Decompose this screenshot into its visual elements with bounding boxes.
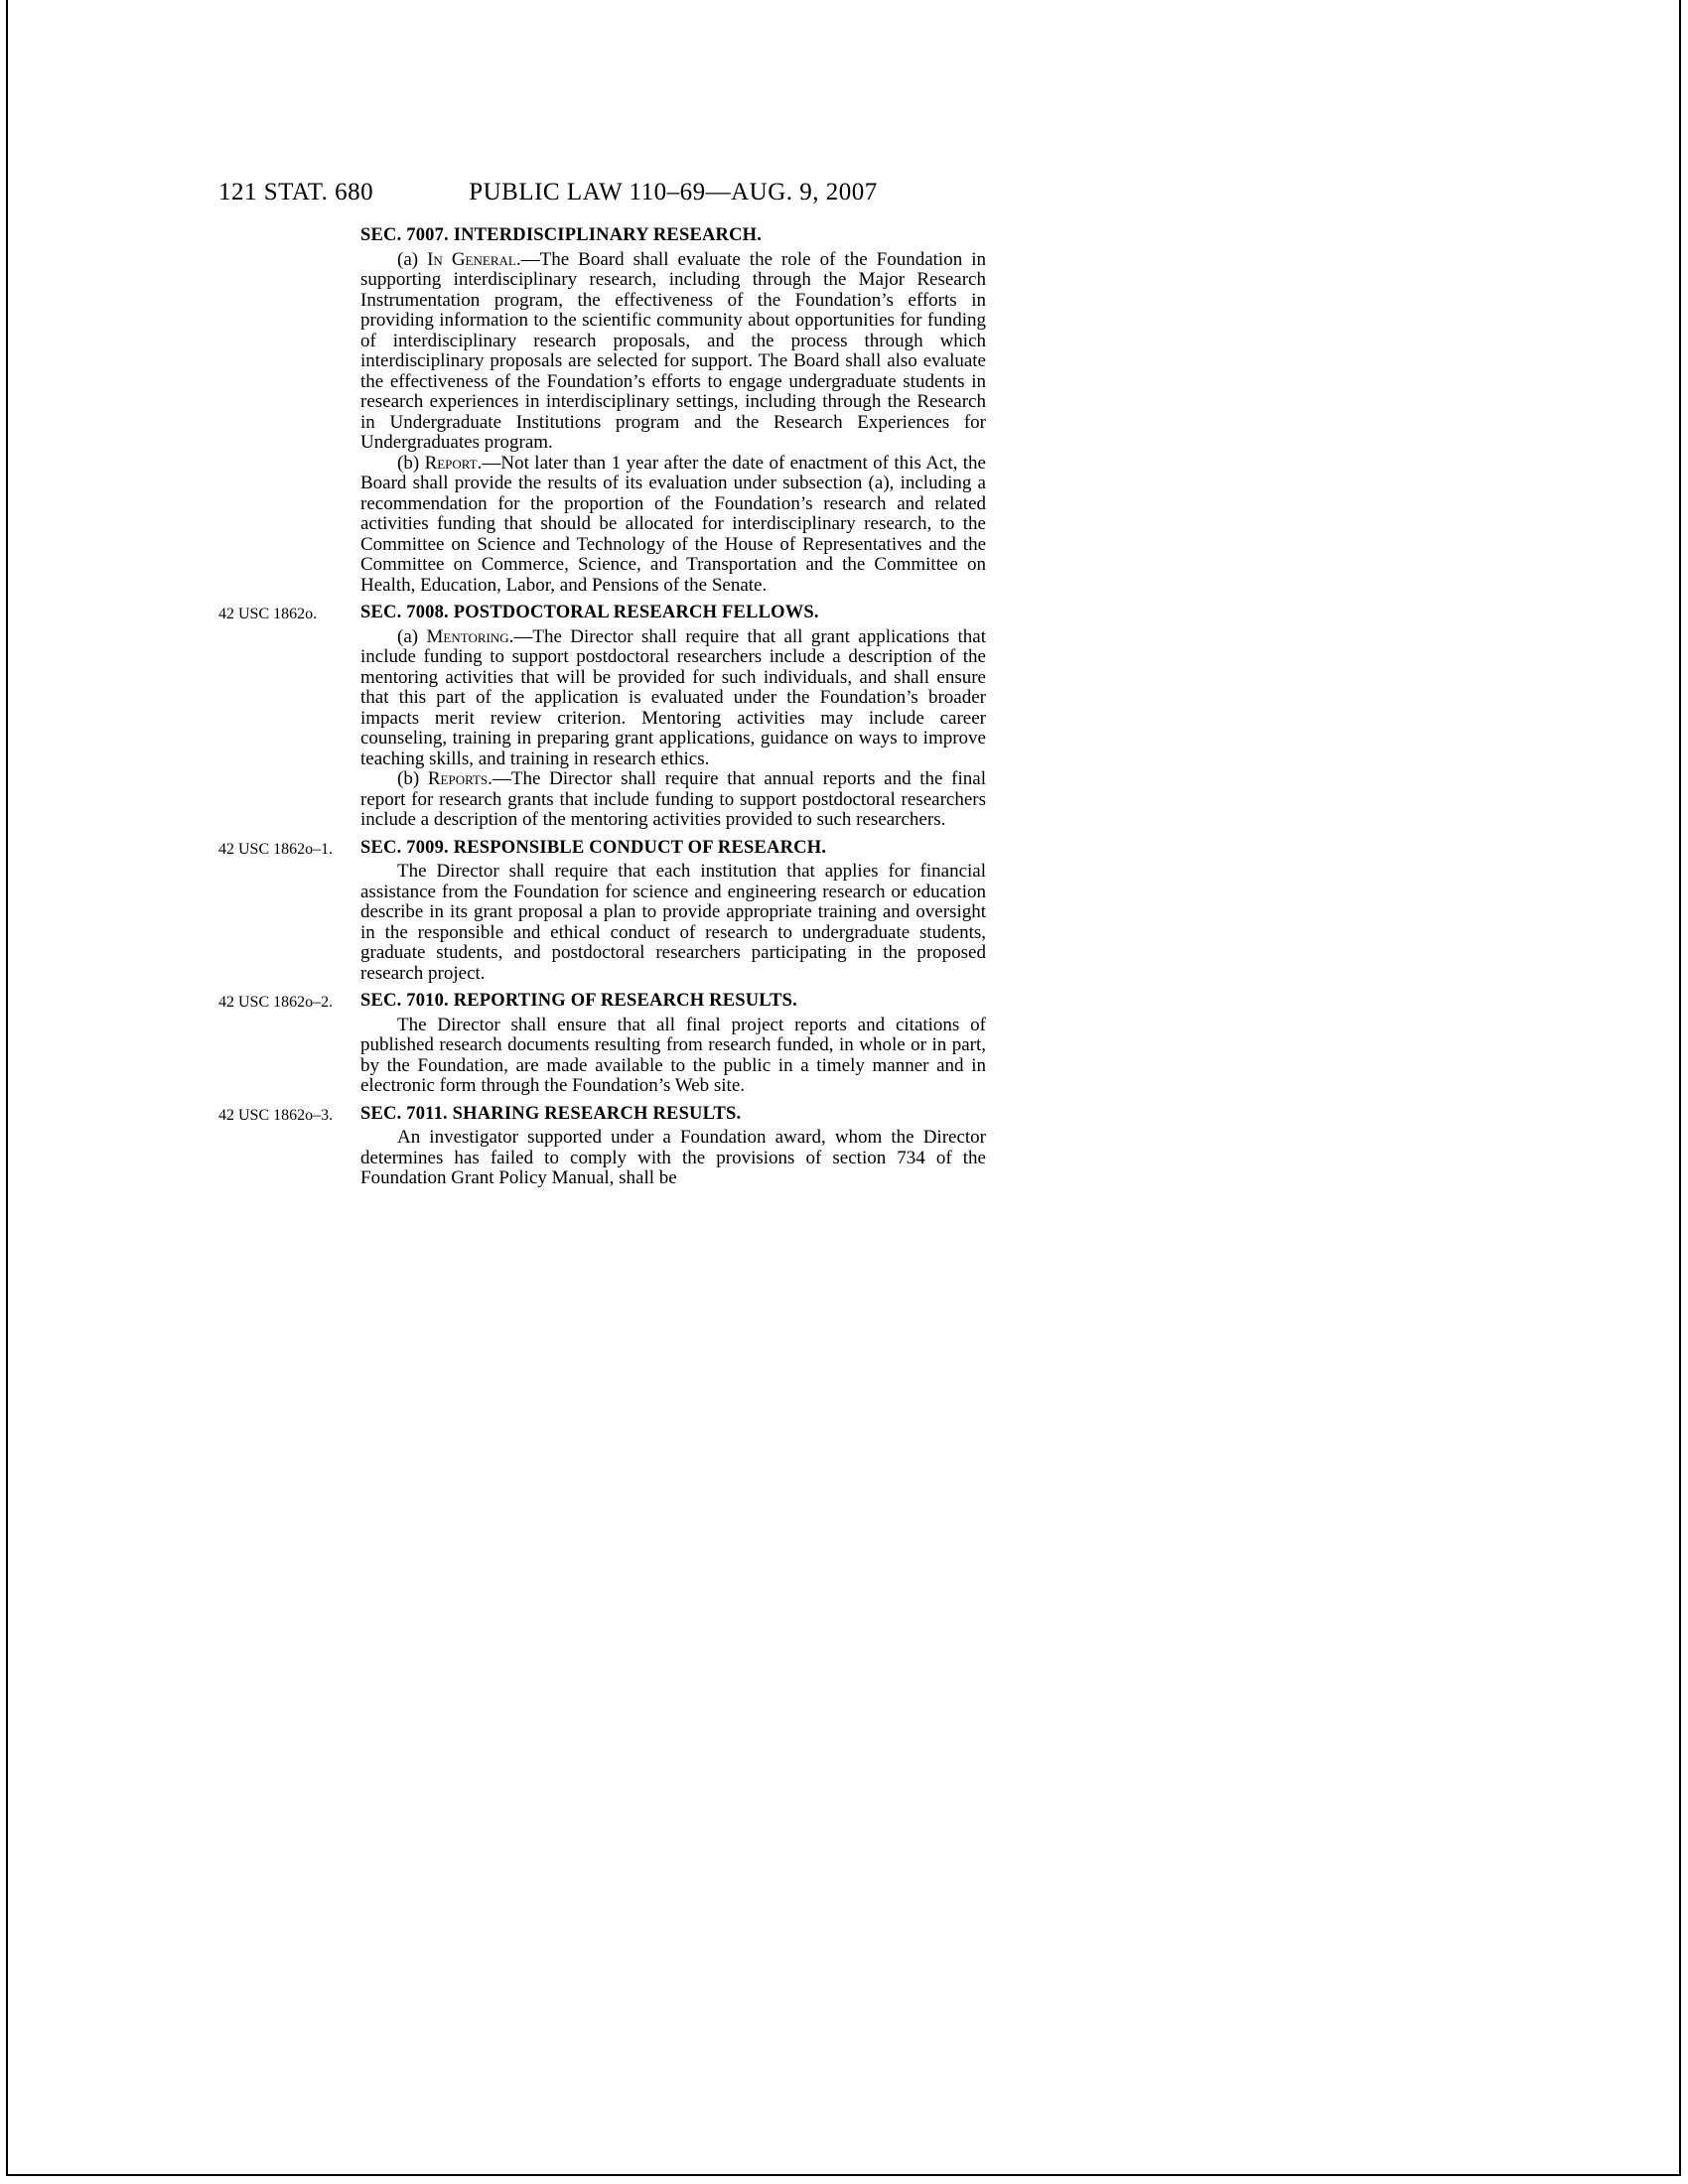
paragraph-text: .—Not later than 1 year after the date of enactment of this Act, the Board shall provide the results of its evaluation under subsection (a), including a recommendation for the proportion of the Foundation’s research and related activities funding that should be allocated for interdisciplinary research, to the Committee on Science and Technology of the House of Representatives and the Committee on Commerce, Science, and Transportation and the Committee on Health, Education, Labor, and Pensions of the Senate. — [360, 452, 986, 596]
paragraph — [360, 454, 986, 597]
paragraph-label: (b) — [397, 452, 425, 474]
paragraph-text: An investigator supported under a Foundation award, whom the Director determines has failed to comply with the provisions of section 734 of the Foundation Grant Policy Manual, shall be — [360, 1127, 986, 1188]
paragraph-smallcaps-lead: Reports — [427, 768, 489, 789]
scan-edge-right — [1679, 0, 1681, 2174]
stat-page-number: 121 STAT. 680 — [218, 179, 374, 205]
section-heading-text: SEC. 7008. POSTDOCTORAL RESEARCH FELLOWS. — [360, 603, 819, 622]
usc-margin-note: 42 USC 1862o–2. — [218, 994, 334, 1011]
paragraph-text: The Director shall ensure that all final project reports and citations of published research documents resulting from research funded, in whole or in part, by the Foundation, are made available to the public in a timely manner and in electronic form through the Foundation’s Web site. — [360, 1014, 986, 1096]
section-heading: SEC. 7007. INTERDISCIPLINARY RESEARCH. — [360, 225, 763, 245]
paragraph-smallcaps-lead: Report — [424, 452, 478, 474]
usc-margin-note: 42 USC 1862o. — [218, 606, 318, 622]
paragraph — [360, 627, 986, 770]
paragraph — [360, 1128, 986, 1189]
paragraph-text: .—The Director shall require that all grant applications that include funding to support postdoctoral researchers include a description of the mentoring activities that will be provided for such individuals, and shall ensure that this part of the application is evaluated under the Foundation’s broader impacts merit review criterion. Mentoring activities may include career counseling, training in preparing grant applications, guidance on ways to improve teaching skills, and training in research ethics. — [360, 625, 987, 769]
section-heading — [218, 1103, 986, 1125]
section-heading — [218, 991, 986, 1012]
section-7011 — [218, 1103, 986, 1189]
section-7008 — [218, 603, 987, 831]
page-body — [218, 225, 987, 1189]
section-7009 — [218, 837, 986, 985]
paragraph-label: (b) — [397, 768, 428, 789]
section-heading — [218, 837, 986, 859]
paragraph-label: (a) — [397, 625, 427, 647]
paragraph-text: .—The Board shall evaluate the role of the Foundation in supporting interdisciplinary research, including through the Major Research Instrumentation program, the effectiveness of the Foundation’s efforts in providing information to the scientific community about opportunities for funding of interdisciplinary research proposals, and the process through which interdisciplinary proposals are selected for support. The Board shall also evaluate the effectiveness of the Foundation’s efforts to engage undergraduate students in research experiences in interdisciplinary settings, including through the Research in Undergraduate Institutions program and the Research Experiences for Undergraduates program. — [360, 248, 986, 453]
usc-margin-note: 42 USC 1862o–1. — [218, 840, 334, 858]
scan-edge-bottom — [6, 2174, 1681, 2176]
paragraph-text: The Director shall require that each institution that applies for financial assistance from the Foundation for science and engineering research or education describe in its grant proposal a plan to provide appropriate training and oversight in the responsible and ethical conduct of research to undergraduate students, graduate students, and postdoctoral researchers participating in the proposed research project. — [360, 861, 986, 984]
scan-edge-left — [6, 0, 8, 2174]
paragraph-smallcaps-lead: Mentoring — [426, 625, 509, 647]
section-7010 — [218, 991, 986, 1097]
paragraph — [360, 1016, 986, 1097]
usc-margin-note: 42 USC 1862o–3. — [218, 1106, 334, 1124]
paragraph-smallcaps-lead: In General — [427, 248, 516, 270]
running-head-law-title: PUBLIC LAW 110–69—AUG. 9, 2007 — [469, 179, 878, 205]
paragraph-text: .—The Director shall require that annual reports and the final report for research grants that include funding to support postdoctoral researchers include a description of the mentoring activities provided to such researchers. — [360, 768, 987, 830]
paragraph — [360, 862, 986, 984]
section-heading-text: SEC. 7009. RESPONSIBLE CONDUCT OF RESEARCH. — [360, 837, 827, 858]
section-heading — [218, 603, 986, 623]
paragraph — [360, 250, 986, 454]
section-7007 — [360, 225, 986, 596]
section-heading-text: SEC. 7011. SHARING RESEARCH RESULTS. — [360, 1103, 742, 1124]
paragraph-label: (a) — [397, 248, 428, 270]
paragraph — [360, 769, 986, 831]
section-heading-text: SEC. 7010. REPORTING OF RESEARCH RESULTS. — [360, 991, 797, 1011]
